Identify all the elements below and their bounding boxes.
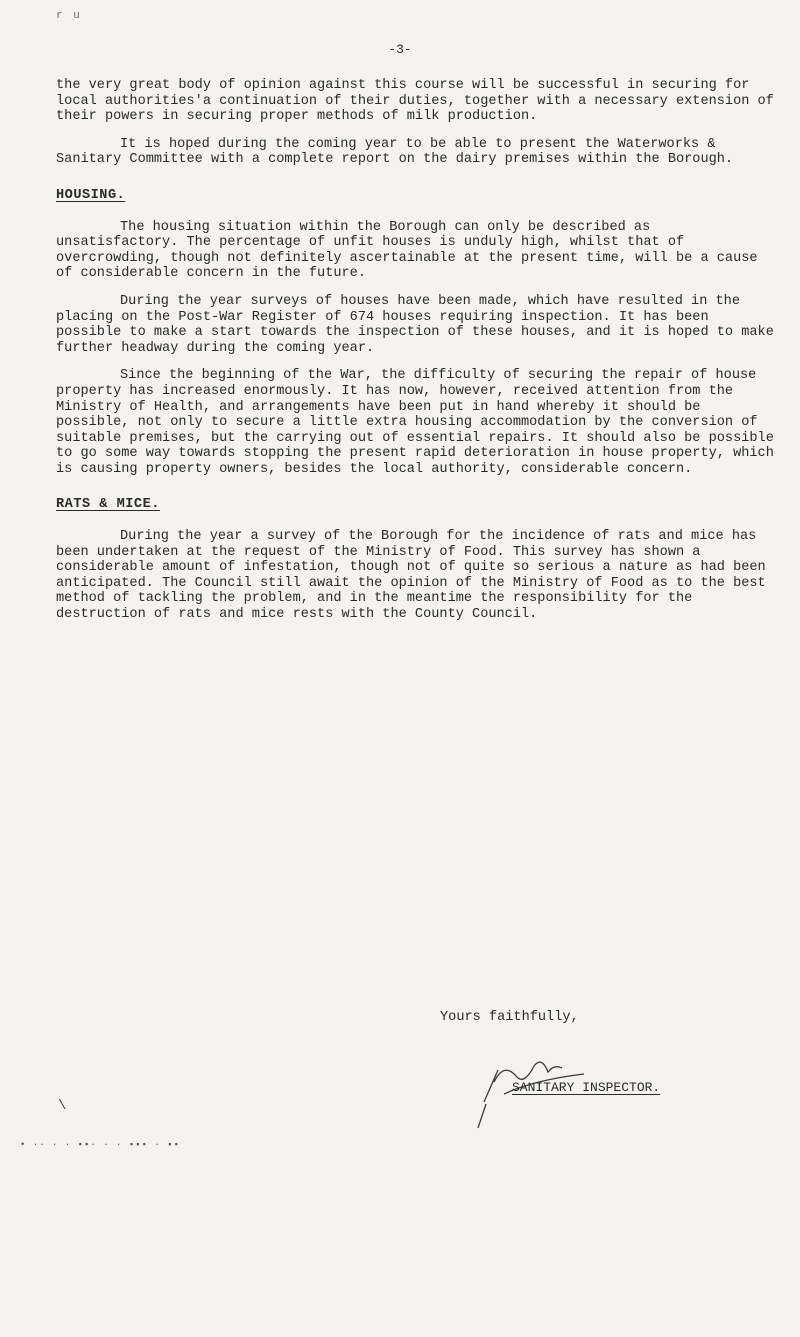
- paragraph-rats-survey: During the year a survey of the Borough for the incidence of rats and mice has been undertaken at the request of the Ministry of Food. This survey has shown a considerable amount of infestation, though not of quite so serious a nature as had been anticipated. The Council still await the opinion of the Ministry of Food as to the best method of tackling the problem, and in the meantime the responsibility for the destruction of rats and mice rests with the County Council.: [56, 529, 766, 623]
- paragraph-housing-surveys: During the year surveys of houses have been made, which have resulted in the placing on the Post-War Register of 674 houses requiring inspection. It has been possible to make a start towards the inspection of these houses, and it is hoped to make further headway during the coming year.: [56, 293, 774, 356]
- closing-salutation: Yours faithfully,: [440, 1010, 579, 1025]
- paragraph-milk-continuation: the very great body of opinion against this course will be successful in securing for local authorities'a continuation of their duties, together with a necessary extension of their powers in securing proper methods of milk production.: [56, 78, 774, 125]
- corner-mark: r u: [56, 10, 82, 22]
- paragraph-housing-repairs: Since the beginning of the War, the difficulty of securing the repair of house property has increased enormously. It has now, however, received attention from the Ministry of Health, and arrangements have been put in hand whereby it should be possible, not only to secure a little extra housing accommodation by the conversion of suitable premises, but the carrying out of essential repairs. It should also be possible to go some way towards stopping the present rapid deterioration in house property, which is causing property owners, besides the local authority, considerable concern.: [56, 368, 774, 477]
- margin-tick-mark: \: [58, 1098, 67, 1114]
- document-body: [56, 78, 780, 635]
- signature-title: SANITARY INSPECTOR.: [512, 1080, 661, 1095]
- heading-housing: HOUSING.: [56, 187, 126, 203]
- scan-edge-marks: • ·· · · ▪▪· · · ▪▪▪ · ▪▪: [20, 1140, 181, 1150]
- paragraph-housing-situation: The housing situation within the Borough can only be described as unsatisfactory. The percentage of unfit houses is unduly high, whilst that of overcrowding, though not definitely ascertainable at the present time, will be a cause of considerable concern in the future.: [56, 219, 758, 282]
- heading-rats-mice: RATS & MICE.: [56, 497, 160, 513]
- page-number: -3-: [388, 42, 412, 57]
- paragraph-dairy-report: It is hoped during the coming year to be able to present the Waterworks & Sanitary Committee with a complete report on the dairy premises within the Borough.: [56, 136, 734, 168]
